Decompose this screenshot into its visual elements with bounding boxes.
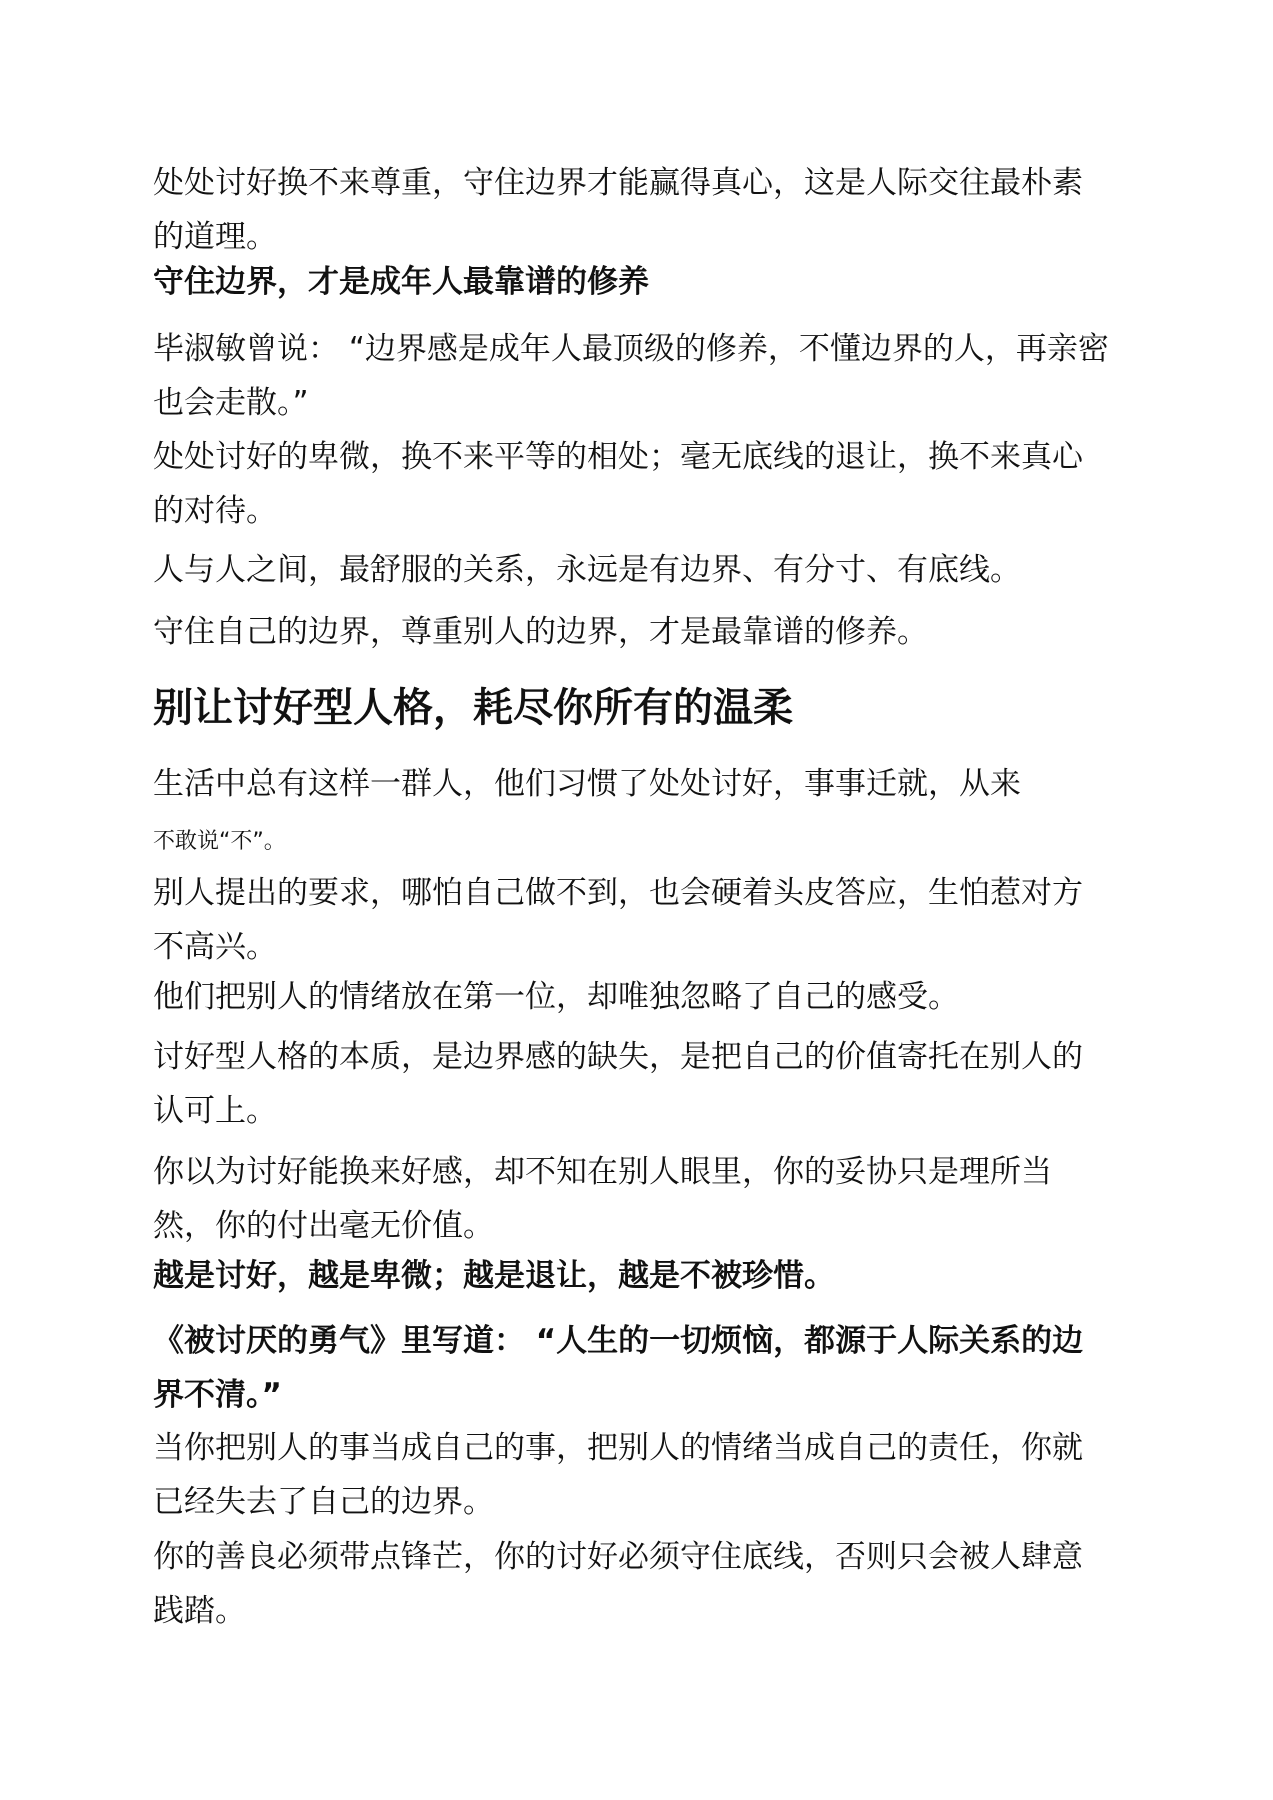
- paragraph-kindness-edge: 你的善良必须带点锋芒，你的讨好必须守住底线，否则只会被人肆意践踏。: [153, 1539, 1083, 1629]
- paragraph-hard-requests: 别人提出的要求，哪怕自己做不到，也会硬着头皮答应，生怕惹对方不高兴。: [153, 875, 1083, 965]
- paragraph-intro: 处处讨好换不来尊重，守住边界才能赢得真心，这是人际交往最朴素的道理。: [153, 165, 1083, 255]
- paragraph-others-emotions: 他们把别人的情绪放在第一位，却唯独忽略了自己的感受。: [153, 979, 959, 1015]
- paragraph-essence: 讨好型人格的本质，是边界感的缺失，是把自己的价值寄托在别人的认可上。: [153, 1039, 1083, 1129]
- paragraph-respect-boundaries: 守住自己的边界，尊重别人的边界，才是最靠谱的修养。: [153, 614, 928, 650]
- paragraph-quote-bi-shumin: 毕淑敏曾说： “边界感是成年人最顶级的修养，不懂边界的人，再亲密也会走散。”: [153, 331, 1109, 421]
- paragraph-always-pleasing: 生活中总有这样一群人，他们习惯了处处讨好，事事迁就，从来: [153, 766, 1021, 802]
- paragraph-comfortable-relationship: 人与人之间，最舒服的关系，永远是有边界、有分寸、有底线。: [153, 552, 1021, 588]
- paragraph-courage-quote: 《被讨厌的勇气》里写道： “人生的一切烦恼，都源于人际关系的边界不清。”: [153, 1323, 1084, 1413]
- paragraph-never-say-no: 不敢说“不”。: [153, 829, 286, 854]
- paragraph-lost-boundary: 当你把别人的事当成自己的事，把别人的情绪当成自己的责任，你就已经失去了自己的边界。: [153, 1430, 1083, 1520]
- paragraph-compromise: 你以为讨好能换来好感，却不知在别人眼里，你的妥协只是理所当然，你的付出毫无价值。: [153, 1154, 1052, 1244]
- paragraph-humble-pleasing: 处处讨好的卑微，换不来平等的相处；毫无底线的退让，换不来真心的对待。: [153, 439, 1083, 529]
- paragraph-bold-more-humble: 越是讨好，越是卑微；越是退让，越是不被珍惜。: [153, 1258, 835, 1294]
- section-heading-boundary: 守住边界，才是成年人最靠谱的修养: [153, 264, 649, 300]
- main-heading-people-pleasing: 别让讨好型人格，耗尽你所有的温柔: [153, 685, 793, 731]
